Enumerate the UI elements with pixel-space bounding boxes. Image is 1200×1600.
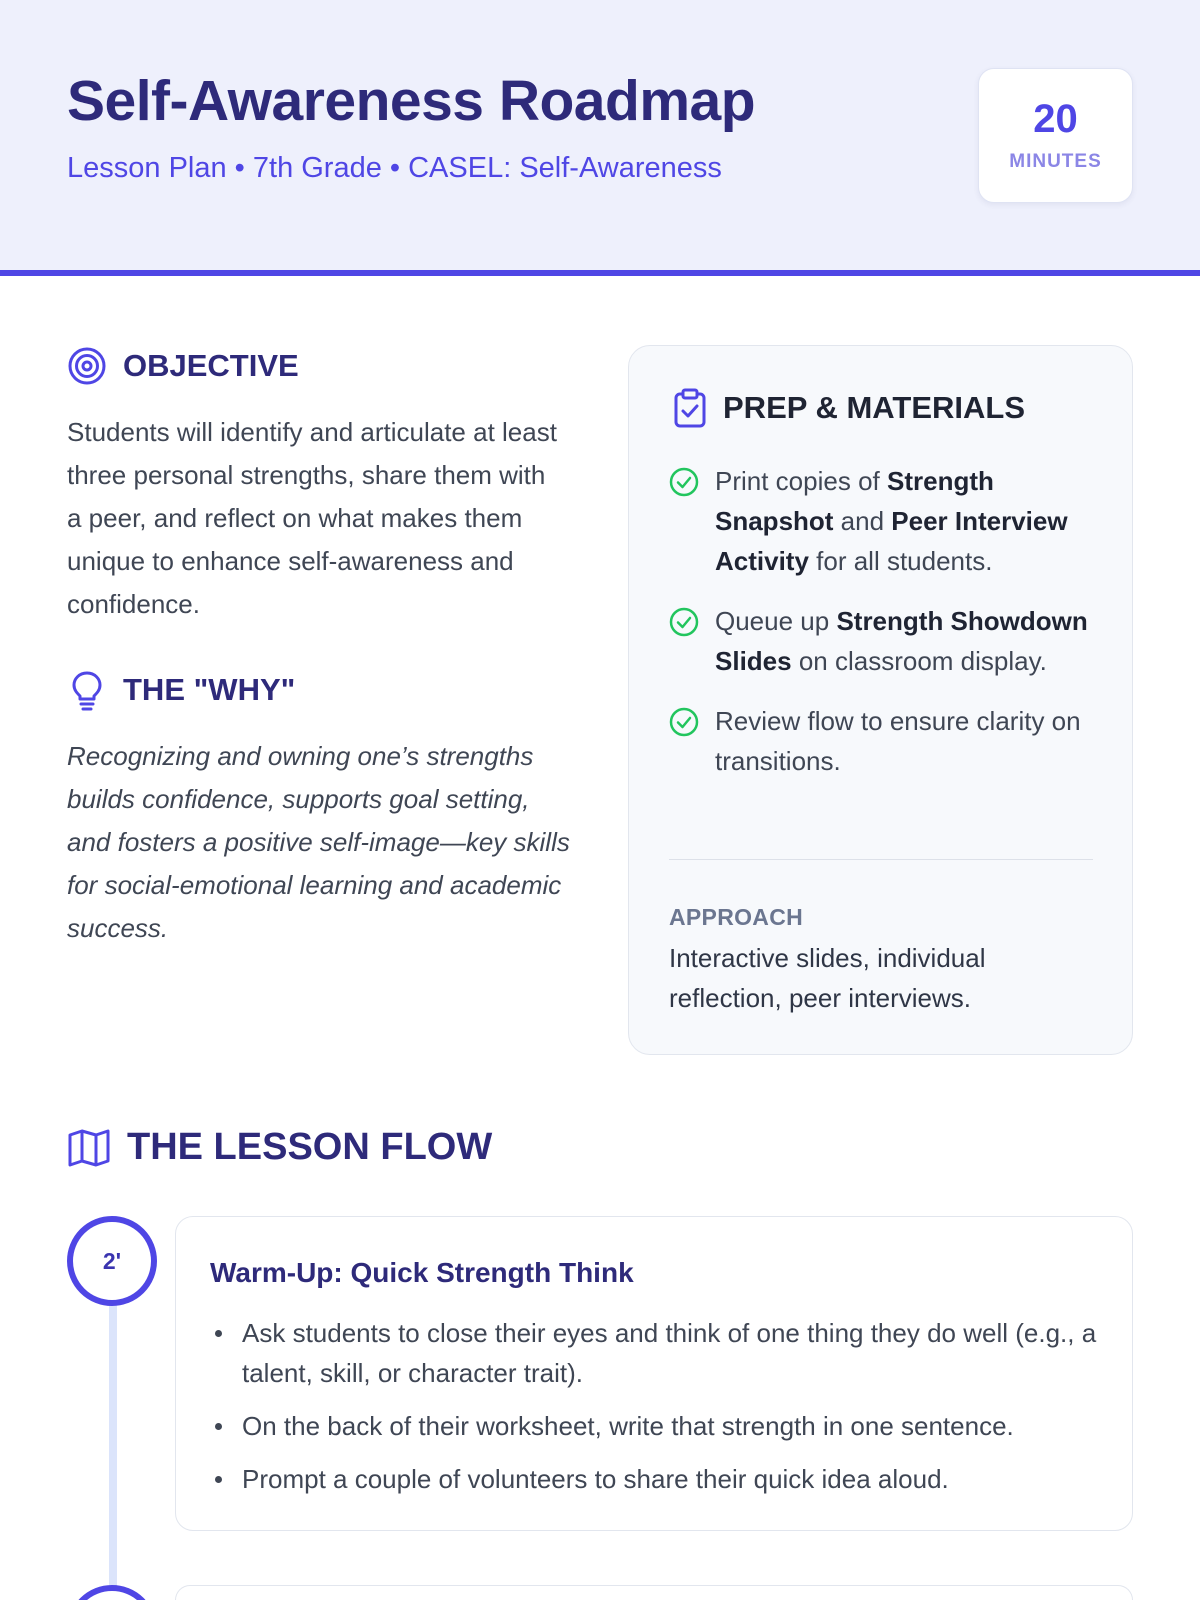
prep-checklist [669,461,1099,801]
approach-text: Interactive slides, individual reflection, peer interviews. [669,943,986,1013]
step-bullet: On the back of their worksheet, write that strength in one sentence. [210,1406,1100,1446]
prep-title: PREP & MATERIALS [723,390,1025,425]
timeline-line [109,1290,117,1600]
target-icon [67,346,107,386]
objective-heading [67,346,299,386]
prep-heading [673,388,1025,428]
prep-item-text: Review flow to ensure clarity on transitions. [715,706,1081,776]
duration-badge [978,68,1133,203]
step-bullet: Prompt a couple of volunteers to share their quick idea aloud. [210,1459,1100,1499]
page-title: Self-Awareness Roadmap [67,69,756,133]
prep-item [669,601,1099,681]
step-time-badge-next [67,1585,157,1600]
lesson-subtitle: Lesson Plan • 7th Grade • CASEL: Self-Awareness [67,152,722,184]
lightbulb-icon [67,669,107,711]
objective-text: Students will identify and articulate at least three personal strengths, share them with a peer, and reflect on what makes them unique to enhance self-awareness and confidence. [67,417,557,619]
divider [669,859,1093,860]
step-time-badge: 2' [67,1216,157,1306]
step-card-next [175,1585,1133,1600]
approach-label: APPROACH [669,904,804,930]
why-title: THE "WHY" [123,672,296,707]
lesson-header [0,0,1200,276]
check-circle-icon [669,707,699,737]
lesson-flow-heading [67,1126,492,1169]
duration-unit: MINUTES [1009,151,1102,172]
lesson-flow-title: THE LESSON FLOW [127,1126,493,1168]
step-bullet: Ask students to close their eyes and think of one thing they do well (e.g., a talent, skill, or character trait). [210,1313,1100,1393]
prep-item-text: Queue up Strength Showdown Slides on classroom display. [715,606,1088,676]
duration-value: 20 [1033,97,1078,141]
step-card [175,1216,1133,1531]
map-icon [67,1128,111,1168]
check-circle-icon [669,607,699,637]
why-heading [67,669,295,711]
prep-materials-card [628,345,1133,1055]
step-title: Warm-Up: Quick Strength Think [210,1257,634,1288]
check-circle-icon [669,467,699,497]
prep-item [669,701,1099,781]
prep-item-text: Print copies of Strength Snapshot and Peer Interview Activity for all students. [715,466,1068,576]
clipboard-check-icon [673,388,707,428]
why-text: Recognizing and owning one’s strengths builds confidence, supports goal setting, and fosters a positive self-image—key skills for social-emotional learning and academic success. [67,741,570,943]
step-bullets [210,1313,1100,1512]
prep-item [669,461,1099,581]
objective-title: OBJECTIVE [123,348,299,383]
